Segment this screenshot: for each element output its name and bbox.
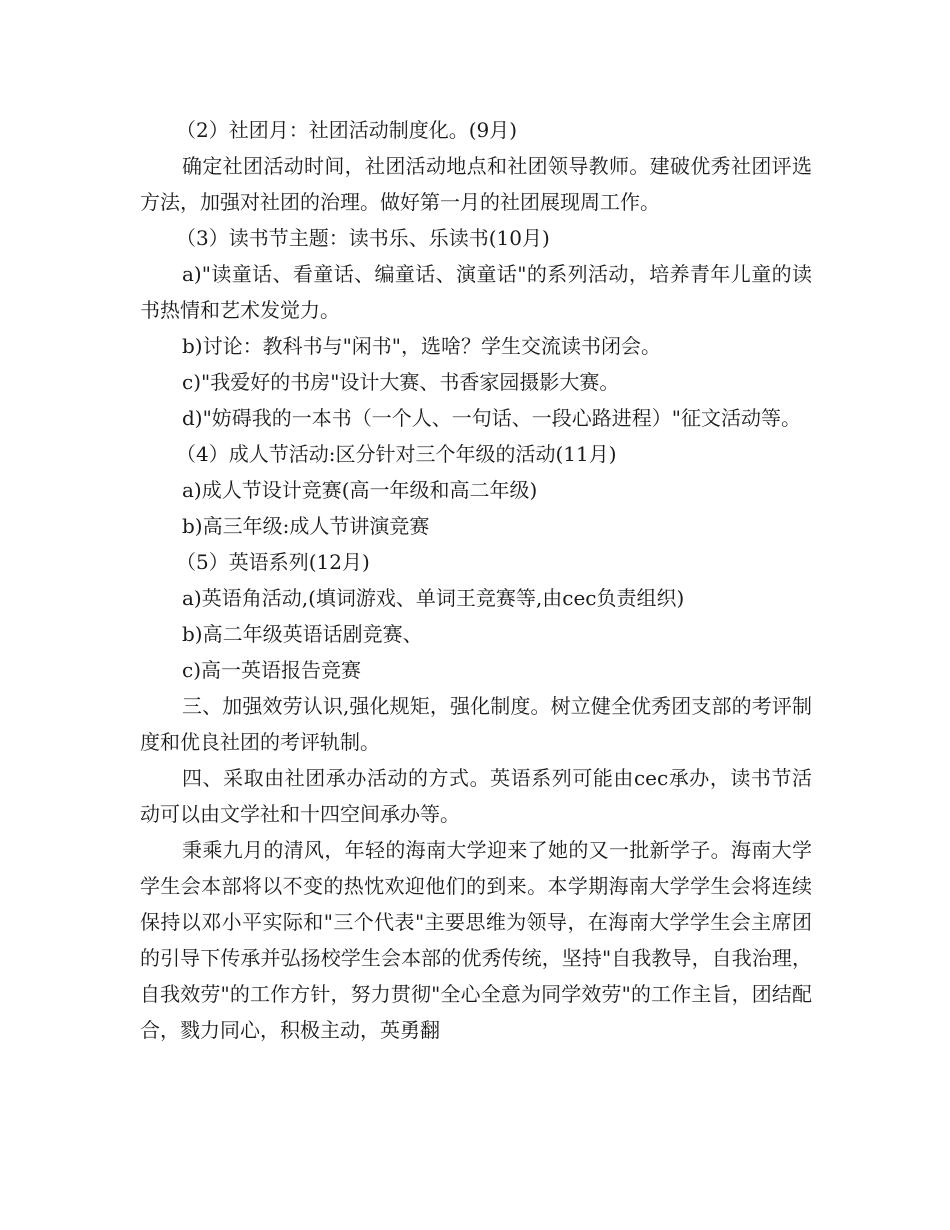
paragraph-section-four: 四、采取由社团承办活动的方式。英语系列可能由cec承办，读书节活动可以由文学社和十四空间承办等。 xyxy=(140,766,812,826)
list-item-reading-c: c)"我爱好的书房"设计大赛、书香家园摄影大赛。 xyxy=(182,370,620,394)
section-heading-coming-of-age: （4）成人节活动:区分针对三个年级的活动(11月) xyxy=(176,442,617,466)
paragraph-student-union: 秉乘九月的清风，年轻的海南大学迎来了她的又一批新学子。海南大学学生会本部将以不变的热忱欢迎他们的到来。本学期海南大学学生会将连续保持以邓小平实际和"三个代表"主要思维为领导，在海南大学学生会主席团的引导下传承并弘扬校学生会本部的优秀传统，坚持"自我教导，自我治理，自我效劳"的工作方针，努力贯彻"全心全意为同学效劳"的工作主旨，团结配合，戮力同心，积极主动，英勇翻 xyxy=(140,838,812,1042)
list-item-reading-b: b)讨论：教科书与"闲书"，选啥？学生交流读书闭会。 xyxy=(182,334,662,358)
section-heading-reading-festival: （3）读书节主题：读书乐、乐读书(10月) xyxy=(176,226,550,250)
list-item-english-b: b)高二年级英语话剧竞赛、 xyxy=(182,622,423,646)
paragraph-section-three: 三、加强效劳认识,强化规矩，强化制度。树立健全优秀团支部的考评制度和优良社团的考评轨制。 xyxy=(140,694,812,754)
document-body xyxy=(140,112,812,1048)
section-heading-english-series: （5）英语系列(12月) xyxy=(176,550,370,574)
list-item-coming-of-age-b: b)高三年级:成人节讲演竞赛 xyxy=(182,514,430,538)
section-heading-club-month: （2）社团月：社团活动制度化。(9月) xyxy=(176,118,518,142)
list-item-coming-of-age-a: a)成人节设计竞赛(高一年级和高二年级) xyxy=(182,478,538,502)
list-item-english-a: a)英语角活动,(填词游戏、单词王竞赛等,由cec负责组织) xyxy=(182,586,685,610)
list-item-reading-a: a)"读童话、看童话、编童话、演童话"的系列活动，培养青年儿童的读书热情和艺术发觉力。 xyxy=(140,262,812,322)
list-item-english-c: c)高一英语报告竞赛 xyxy=(182,658,362,682)
list-item-reading-d: d)"妨碍我的一本书（一个人、一句话、一段心路进程）"征文活动等。 xyxy=(182,406,802,430)
paragraph-club-activities: 确定社团活动时间，社团活动地点和社团领导教师。建破优秀社团评选方法，加强对社团的治理。做好第一月的社团展现周工作。 xyxy=(140,154,812,214)
